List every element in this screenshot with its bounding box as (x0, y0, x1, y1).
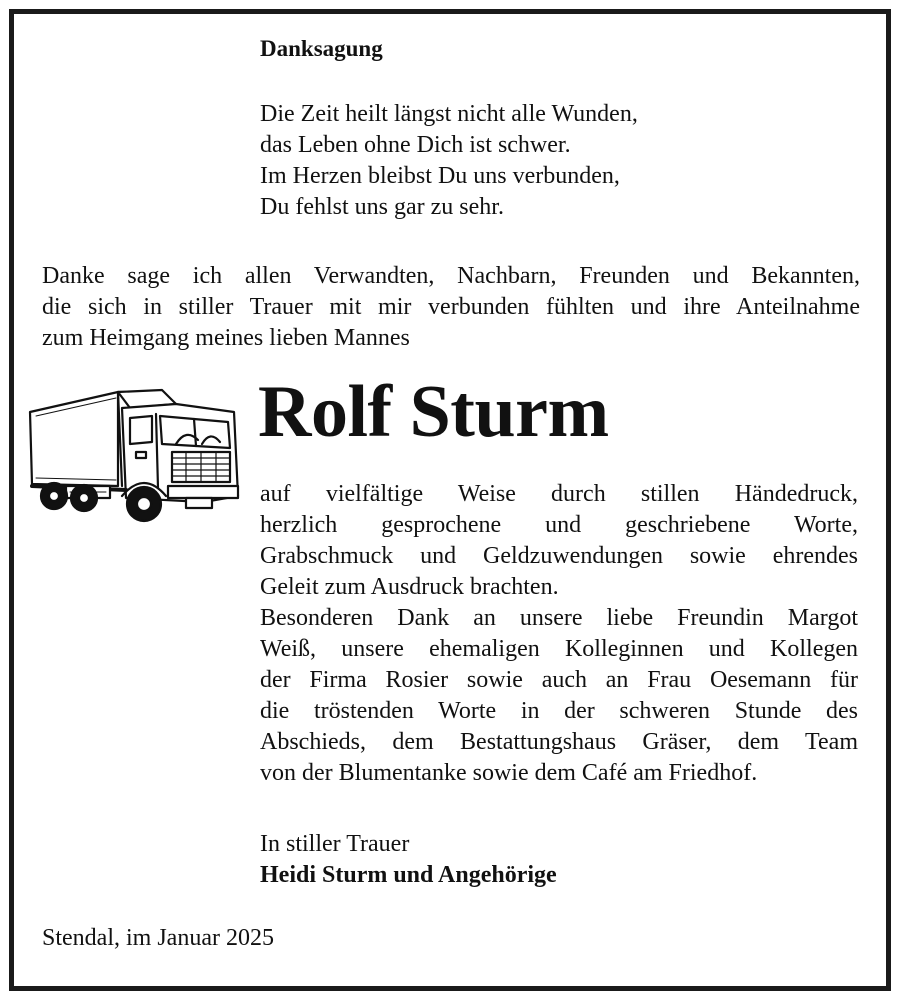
intro-line: zum Heimgang meines lieben Mannes (42, 325, 410, 351)
body-line: herzlich gesprochene und geschriebene Worte, (260, 512, 858, 538)
closing-line: In stiller Trauer (260, 831, 410, 857)
closing-block (260, 829, 557, 891)
poem-line: Im Herzen bleibst Du uns verbunden, (260, 163, 620, 189)
notice-heading: Danksagung (260, 36, 383, 61)
body-line: Besonderen Dank an unsere liebe Freundin Margot (260, 605, 858, 631)
body-line: die tröstenden Worte in der schweren Stunde des (260, 698, 858, 724)
body-line: Grabschmuck und Geldzuwendungen sowie ehrendes (260, 543, 858, 569)
intro-paragraph (42, 261, 860, 354)
body-line: Geleit zum Ausdruck brachten. (260, 574, 559, 600)
thanks-paragraph (260, 479, 858, 789)
intro-line: Danke sage ich allen Verwandten, Nachbarn, Freunden und Bekannten, (42, 263, 860, 289)
body-line: der Firma Rosier sowie auch an Frau Oesemann für (260, 667, 858, 693)
poem (260, 99, 638, 223)
body-line: Abschieds, dem Bestattungshaus Gräser, dem Team (260, 729, 858, 755)
body-line: auf vielfältige Weise durch stillen Händedruck, (260, 481, 858, 507)
poem-line: Die Zeit heilt längst nicht alle Wunden, (260, 101, 638, 127)
poem-line: Du fehlst uns gar zu sehr. (260, 194, 504, 220)
intro-line: die sich in stiller Trauer mit mir verbunden fühlten und ihre Anteilnahme (42, 294, 860, 320)
truck-icon (26, 386, 244, 530)
body-line: von der Blumentanke sowie dem Café am Friedhof. (260, 760, 758, 786)
deceased-name: Rolf Sturm (258, 371, 609, 453)
signature: Heidi Sturm und Angehörige (260, 862, 557, 888)
place-date: Stendal, im Januar 2025 (42, 925, 274, 951)
body-line: Weiß, unsere ehemaligen Kolleginnen und Kollegen (260, 636, 858, 662)
poem-line: das Leben ohne Dich ist schwer. (260, 132, 571, 158)
